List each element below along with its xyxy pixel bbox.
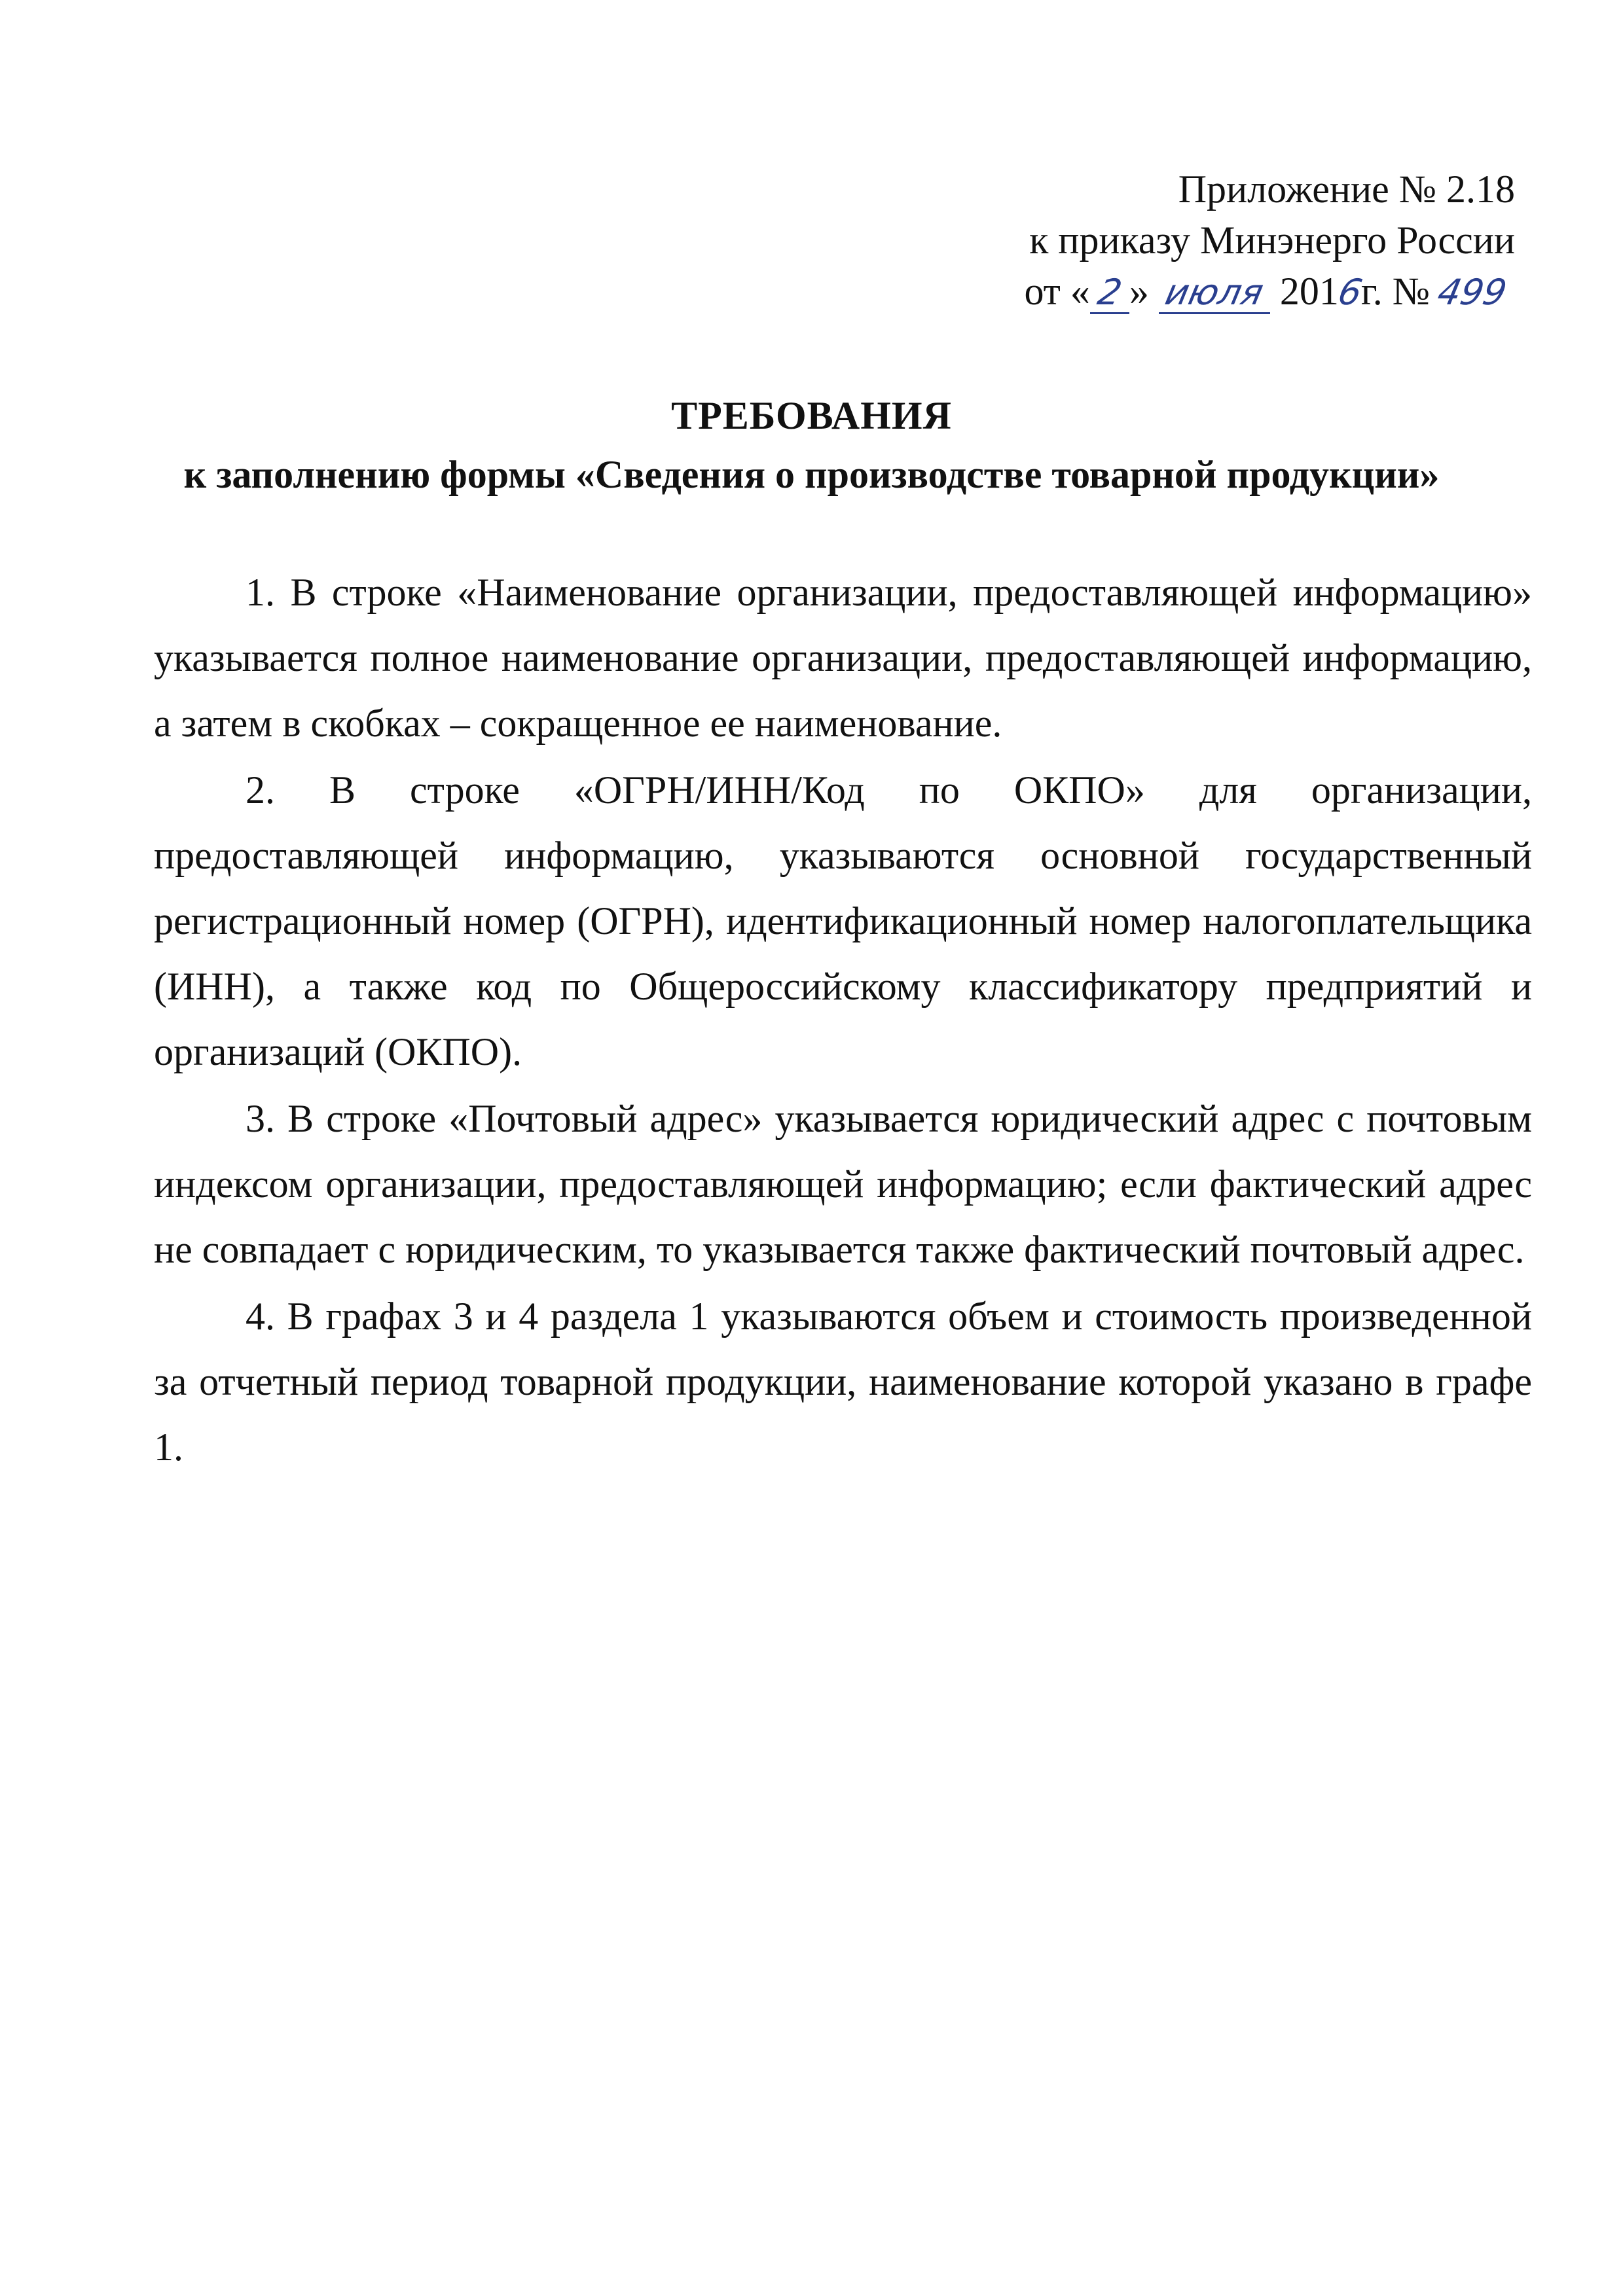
handwritten-month: июля (1159, 272, 1270, 314)
year-prefix: 201 (1279, 270, 1339, 313)
handwritten-order-number: 499 (1434, 272, 1511, 313)
paragraph-2: 2. В строке «ОГРН/ИНН/Код по ОКПО» для организации, предоставляющей информацию, указываются основной государственный регистрационный номер (ОГРН), идентификационный номер налогоплательщика (ИНН), а также код по Общероссийскому классификатору предприятий и организаций (ОКПО). (154, 768, 1532, 1073)
document-title (157, 386, 1466, 504)
paragraph-1: 1. В строке «Наименование организации, предоставляющей информацию» указывается полное наименование организации, предоставляющей информацию, а затем в скобках – сокращенное ее наименование. (154, 571, 1532, 745)
handwritten-year-digit: 6 (1334, 272, 1366, 313)
date-mid: » (1129, 270, 1149, 313)
annex-order-reference: к приказу Минэнерго России (1029, 219, 1515, 262)
title-subheading: к заполнению формы «Сведения о производстве товарной продукции» (183, 453, 1440, 496)
handwritten-day: 2 (1090, 272, 1129, 314)
title-heading: ТРЕБОВАНИЯ (671, 394, 952, 437)
date-prefix: от « (1024, 270, 1090, 313)
paragraph-4: 4. В графах 3 и 4 раздела 1 указываются объем и стоимость произведенной за отчетный период товарной продукции, наименование которой указано в графе 1. (154, 1295, 1532, 1469)
year-suffix: г. № (1360, 270, 1430, 313)
document-body (154, 560, 1532, 1481)
annex-date-line (860, 266, 1515, 317)
annex-header (860, 164, 1515, 317)
annex-number: Приложение № 2.18 (1178, 168, 1515, 211)
paragraph-3: 3. В строке «Почтовый адрес» указывается юридический адрес с почтовым индексом организации, предоставляющей информацию; если фактический адрес не совпадает с юридическим, то указывается также фактический почтовый адрес. (154, 1097, 1532, 1271)
